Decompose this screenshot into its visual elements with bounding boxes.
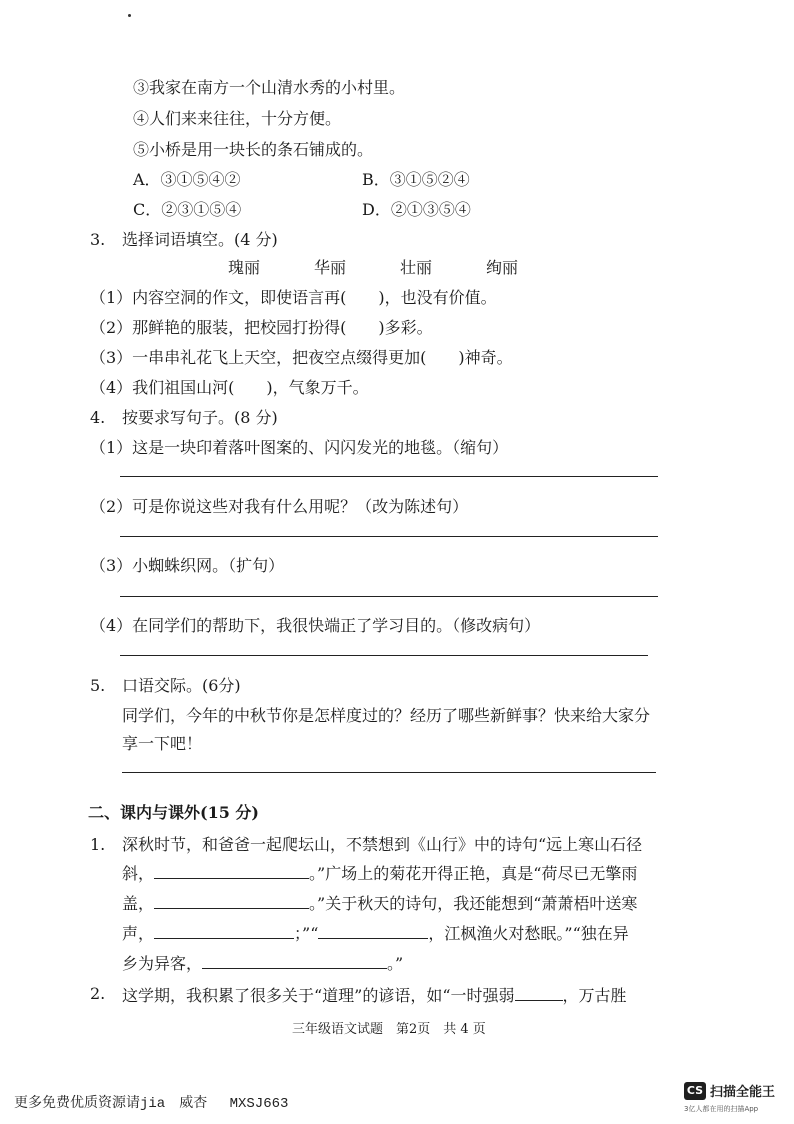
- q2-item-5: ⑤小桥是用一块长的条石铺成的。: [133, 140, 374, 159]
- q4-title: 按要求写句子。(8 分): [122, 408, 278, 427]
- bottom-resource-note: 更多免费优质资源请jia 威杏 MXSJ663: [14, 1096, 289, 1112]
- s2-q2-number: 2.: [90, 984, 106, 1003]
- q3-word-bank: [228, 258, 518, 278]
- q5-prompt-line-1: 同学们，今年的中秋节你是怎样度过的？经历了哪些新鲜事？快来给大家分: [122, 706, 651, 725]
- q5-answer-line[interactable]: [122, 772, 656, 773]
- q2-option-b[interactable]: B．③①⑤②④: [362, 170, 470, 189]
- s2-q1-blank-1[interactable]: [154, 864, 309, 879]
- s2-q1-line-5: [122, 954, 403, 974]
- q4-answer-line-2[interactable]: [120, 536, 658, 537]
- s2-q1-line-4-mid: ；”“: [294, 924, 319, 943]
- q3-word-1: 瑰丽: [228, 258, 261, 277]
- q4-answer-line-1[interactable]: [120, 476, 658, 477]
- q4-number: 4.: [90, 408, 106, 427]
- camscanner-tagline: 3亿人都在用的扫描App: [684, 1105, 759, 1113]
- s2-q1-line-3: [122, 894, 637, 914]
- q3-item-4: （4）我们祖国山河( )，气象万千。: [90, 378, 369, 397]
- camscanner-logo-icon: CS: [684, 1082, 706, 1100]
- section-2-title: 二、课内与课外(15 分): [88, 803, 259, 822]
- q2-item-3: ③我家在南方一个山清水秀的小村里。: [133, 78, 406, 97]
- q3-item-1: （1）内容空洞的作文，即使语言再( )，也没有价值。: [90, 288, 497, 307]
- s2-q2-text-end: ，万古胜: [562, 986, 627, 1005]
- s2-q1-line-1: 深秋时节，和爸爸一起爬坛山，不禁想到《山行》中的诗句“远上寒山石径: [122, 835, 643, 854]
- s2-q1-line-2: [122, 864, 637, 884]
- s2-q1-line-4: [122, 924, 629, 944]
- s2-q1-line-2-end: 。”广场上的菊花开得正艳，真是“荷尽已无擎雨: [309, 864, 638, 883]
- s2-q1-blank-2[interactable]: [154, 894, 309, 909]
- s2-q1-line-3-start: 盖，: [122, 894, 155, 913]
- q3-item-3: （3）一串串礼花飞上天空，把夜空点缀得更加( )神奇。: [90, 348, 513, 367]
- q3-word-3: 壮丽: [399, 258, 432, 277]
- s2-q1-line-4-start: 声，: [122, 924, 155, 943]
- q4-answer-line-4[interactable]: [120, 655, 648, 656]
- q2-item-4: ④人们来来往往，十分方便。: [133, 109, 342, 128]
- s2-q1-blank-3[interactable]: [154, 924, 294, 939]
- q3-word-2: 华丽: [313, 258, 346, 277]
- q4-answer-line-3[interactable]: [120, 596, 658, 597]
- q5-number: 5.: [90, 676, 106, 695]
- q4-item-4: （4）在同学们的帮助下，我很快端正了学习目的。（修改病句）: [90, 616, 541, 635]
- scan-dot: [128, 14, 131, 17]
- q3-item-2: （2）那鲜艳的服装，把校园打扮得( )多彩。: [90, 318, 433, 337]
- s2-q2-blank-1[interactable]: [515, 986, 563, 1001]
- q3-number: 3.: [90, 230, 106, 249]
- q4-item-2: （2）可是你说这些对我有什么用呢？（改为陈述句）: [90, 497, 469, 516]
- s2-q1-blank-4[interactable]: [318, 924, 428, 939]
- s2-q1-line-2-start: 斜，: [122, 864, 155, 883]
- q5-title: 口语交际。(6分): [122, 676, 241, 695]
- s2-q1-blank-5[interactable]: [202, 954, 387, 969]
- q5-prompt-line-2: 享一下吧！: [122, 734, 203, 753]
- q2-option-d[interactable]: D．②①③⑤④: [362, 200, 471, 219]
- q4-item-1: （1）这是一块印着落叶图案的、闪闪发光的地毯。（缩句）: [90, 438, 509, 457]
- s2-q1-line-5-start: 乡为异客，: [122, 954, 203, 973]
- s2-q1-line-4-end: ，江枫渔火对愁眠。”“独在异: [428, 924, 629, 943]
- s2-q2-text-start: 这学期，我积累了很多关于“道理”的谚语，如“一时强弱: [122, 986, 515, 1005]
- camscanner-name: 扫描全能王: [710, 1085, 776, 1100]
- q3-word-4: 绚丽: [485, 258, 518, 277]
- s2-q1-line-3-end: 。”关于秋天的诗句，我还能想到“萧萧梧叶送寒: [309, 894, 638, 913]
- s2-q1-number: 1.: [90, 835, 106, 854]
- camscanner-badge: [684, 1081, 775, 1100]
- s2-q2-line-1: [122, 986, 627, 1006]
- page-footer: 三年级语文试题 第2页 共 4 页: [292, 1022, 486, 1037]
- q2-option-a[interactable]: A．③①⑤④②: [133, 170, 241, 189]
- q2-option-c[interactable]: C．②③①⑤④: [133, 200, 242, 219]
- q3-title: 选择词语填空。(4 分): [122, 230, 278, 249]
- s2-q1-line-5-end: 。”: [387, 954, 404, 973]
- q4-item-3: （3）小蜘蛛织网。（扩句）: [90, 556, 285, 575]
